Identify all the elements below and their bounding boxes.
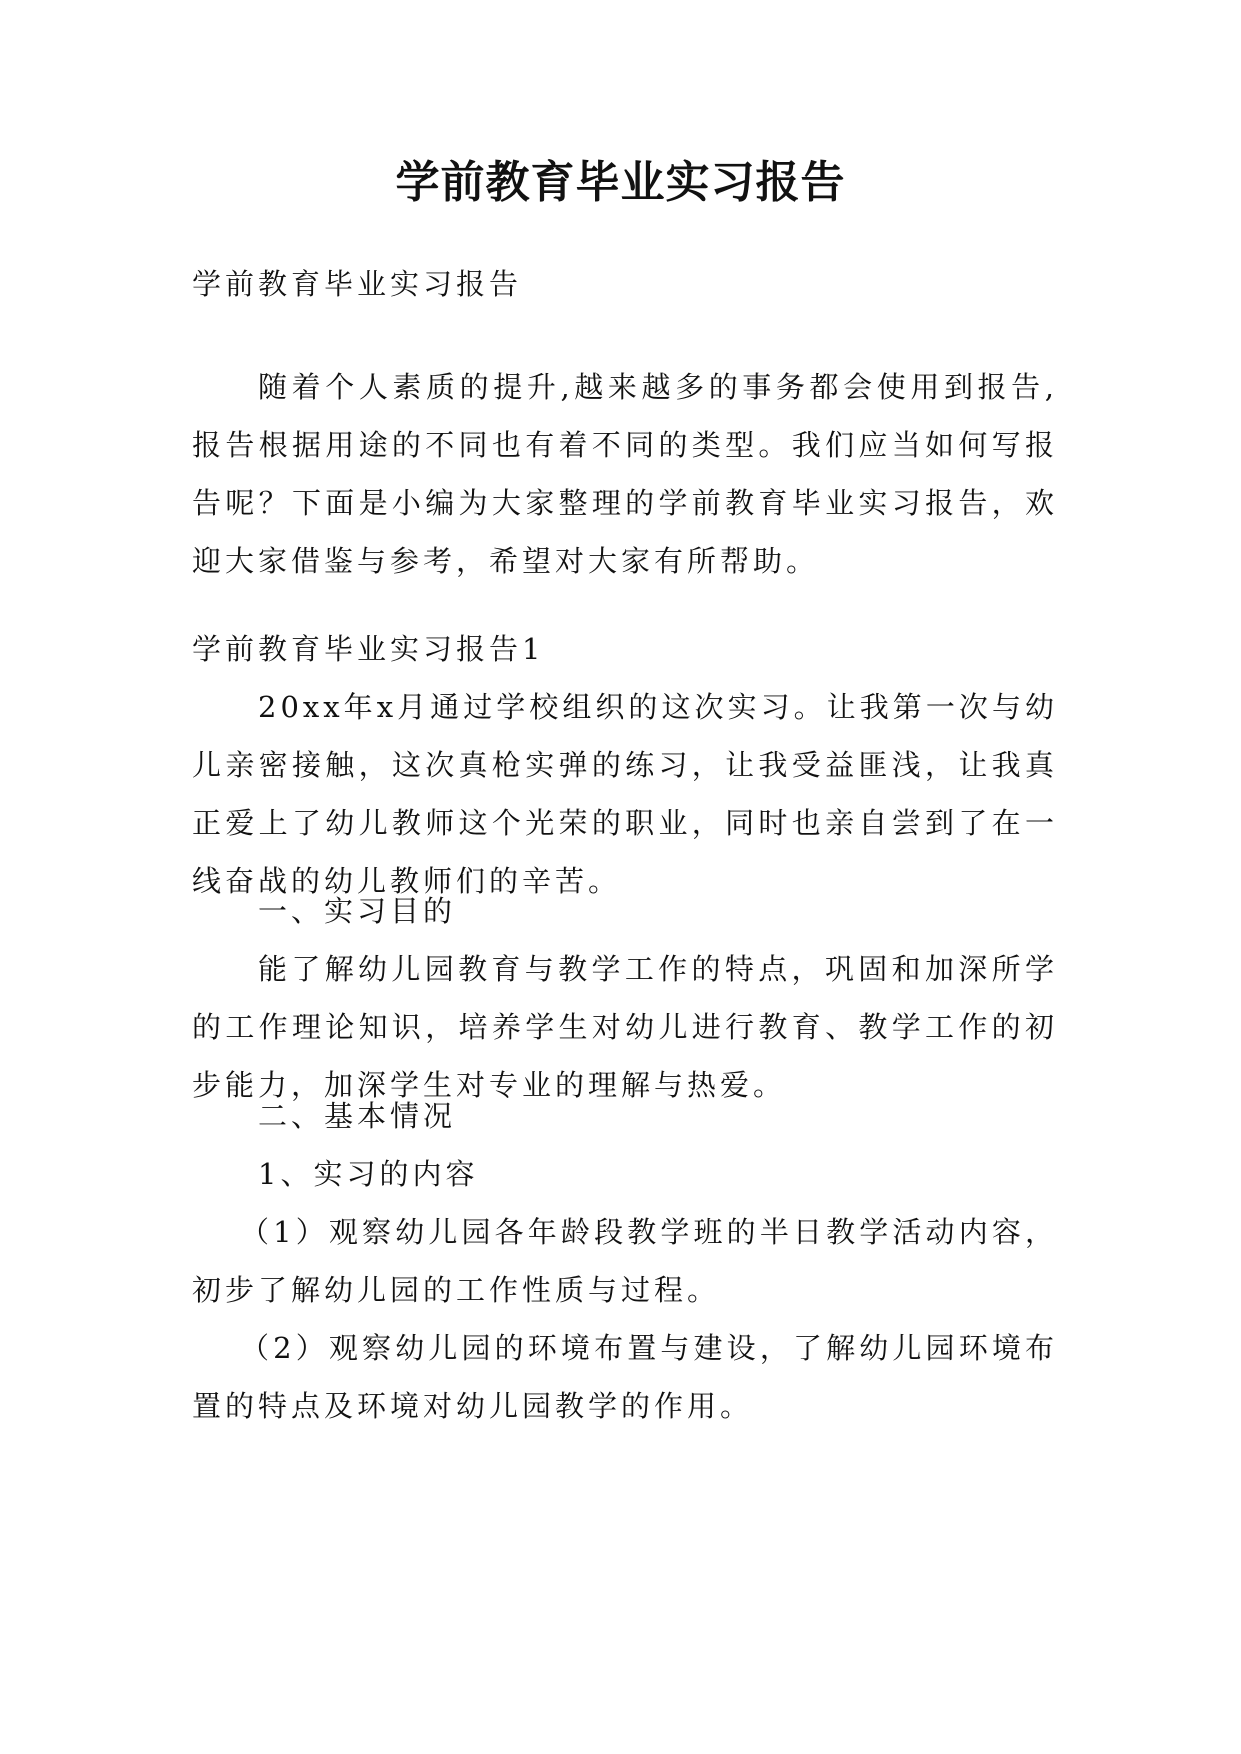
heading-basic-situation: 二、基本情况 [258, 1099, 457, 1133]
list-item: （1）观察幼儿园各年龄段教学班的半日教学活动内容，初步了解幼儿园的工作性质与过程。 [192, 1215, 1058, 1307]
list-item: （2）观察幼儿园的环境布置与建设，了解幼儿园环境布置的特点及环境对幼儿园教学的作用。 [192, 1331, 1058, 1423]
document-subtitle: 学前教育毕业实习报告 [192, 267, 523, 301]
section-heading: 学前教育毕业实习报告1 [192, 632, 545, 666]
purpose-paragraph: 能了解幼儿园教育与教学工作的特点，巩固和加深所学的工作理论知识，培养学生对幼儿进行教育、教学工作的初步能力，加深学生对专业的理解与热爱。 [192, 952, 1058, 1102]
document-title: 学前教育毕业实习报告 [395, 157, 846, 208]
section-paragraph: 20xx年x月通过学校组织的这次实习。让我第一次与幼儿亲密接触，这次真枪实弹的练习，让我受益匪浅，让我真正爱上了幼儿教师这个光荣的职业，同时也亲自尝到了在一线奋战的幼儿教师们的辛苦。 [192, 690, 1058, 898]
intro-paragraph: 随着个人素质的提升,越来越多的事务都会使用到报告,报告根据用途的不同也有着不同的类型。我们应当如何写报告呢？下面是小编为大家整理的学前教育毕业实习报告，欢迎大家借鉴与参考，希望对大家有所帮助。 [192, 370, 1058, 578]
heading-purpose: 一、实习目的 [258, 894, 457, 928]
heading-internship-content: 1、实习的内容 [258, 1157, 479, 1191]
